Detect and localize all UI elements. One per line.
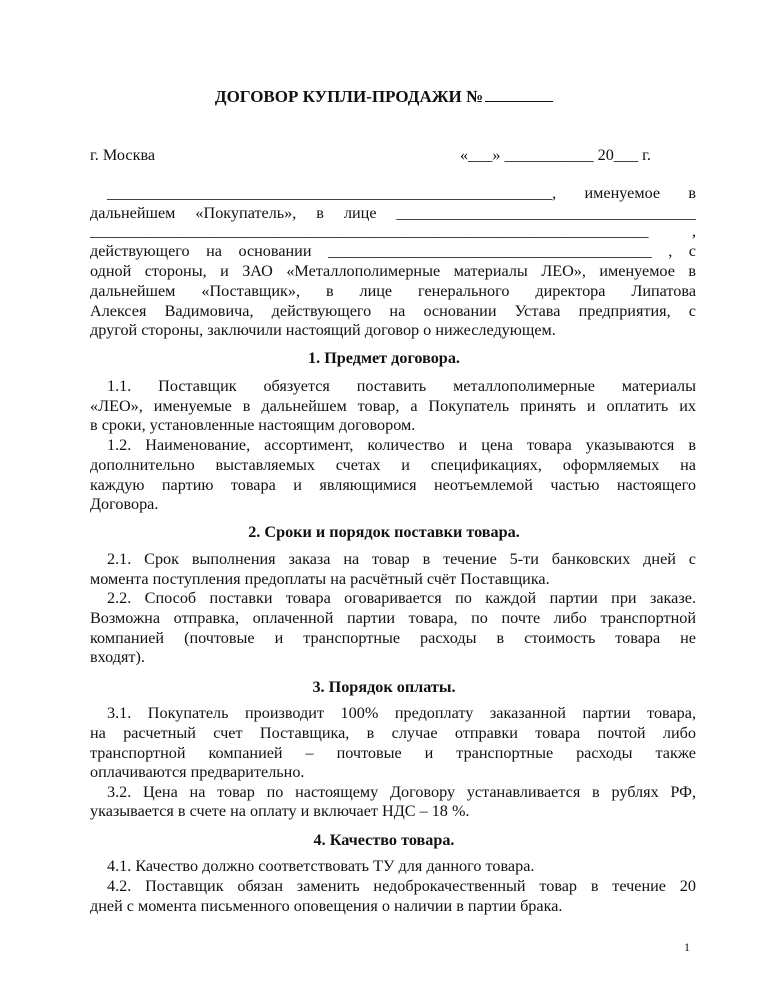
city: г. Москва (90, 146, 156, 164)
paragraph-line: указывается в счете на оплату и включает НДС – 18 %. (90, 802, 470, 820)
page-number: 1 (684, 940, 690, 954)
section-heading: 2. Сроки и порядок поставки товара. (248, 523, 520, 541)
paragraph-line: 3.2. Цена на товар по настоящему Договору устанавливается в рублях РФ, (107, 783, 696, 801)
paragraph-line: 4.1. Качество должно соответствовать ТУ для данного товара. (107, 857, 535, 875)
paragraph-line: 2.2. Способ поставки товара оговаривается по каждой партии при заказе. (107, 589, 696, 607)
preamble-line: действующего на основании ________________________________________ , с (90, 242, 696, 260)
preamble-line: одной стороны, и ЗАО «Металлополимерные материалы ЛЕО», именуемое в (90, 262, 696, 280)
paragraph-line: дней с момента письменного оповещения о наличии в партии брака. (90, 897, 563, 915)
date-line: «___» ___________ 20___ г. (460, 146, 651, 164)
paragraph-line: транспортной компанией – почтовые и транспортные расходы также (90, 744, 696, 762)
preamble-line: другой стороны, заключили настоящий договор о нижеследующем. (90, 321, 556, 339)
paragraph-line: 2.1. Срок выполнения заказа на товар в течение 5-ти банковских дней с (107, 550, 696, 568)
contract-number-blank (485, 86, 553, 102)
preamble-line: _____________________________________________________________________ , (90, 222, 696, 240)
paragraph-line: на расчетный счет Поставщика, в случае отправки товара почтой либо (90, 724, 696, 742)
paragraph-line: в сроки, установленные настоящим договором. (90, 416, 416, 434)
paragraph-line: Возможна отправка, оплаченной партии товара, по почте либо транспортной (90, 609, 696, 627)
paragraph-line: 3.1. Покупатель производит 100% предоплату заказанной партии товара, (107, 704, 696, 722)
section-heading: 4. Качество товара. (313, 831, 455, 849)
paragraph-line: компанией (почтовые и транспортные расходы в стоимость товара не (90, 629, 696, 647)
paragraph-line: дополнительно выставляемых счетах и спецификациях, оформляемых на (90, 456, 696, 474)
paragraph-line: 1.1. Поставщик обязуется поставить металлополимерные материалы (107, 377, 696, 395)
document-title: ДОГОВОР КУПЛИ-ПРОДАЖИ № (0, 86, 768, 107)
preamble-line: дальнейшем «Поставщик», в лице генерального директора Липатова (90, 282, 696, 300)
paragraph-line: момента поступления предоплаты на расчётный счёт Поставщика. (90, 570, 550, 588)
preamble-line: _______________________________________________________, именуемое в (107, 184, 696, 202)
paragraph-line: каждую партию товара и являющимися неотъемлемой частью настоящего (90, 476, 696, 494)
paragraph-line: 1.2. Наименование, ассортимент, количество и цена товара указываются в (107, 436, 696, 454)
preamble-line: Алексея Вадимовича, действующего на основании Устава предприятия, с (90, 302, 696, 320)
paragraph-line: Договора. (90, 495, 159, 513)
paragraph-line: 4.2. Поставщик обязан заменить недоброкачественный товар в течение 20 (107, 877, 696, 895)
paragraph-line: оплачиваются предварительно. (90, 763, 305, 781)
paragraph-line: входят). (90, 648, 145, 666)
preamble-line: дальнейшем «Покупатель», в лице _____________________________________ (90, 204, 696, 222)
section-heading: 1. Предмет договора. (308, 349, 460, 367)
paragraph-line: «ЛЕО», именуемые в дальнейшем товар, а Покупатель принять и оплатить их (90, 397, 696, 415)
section-heading: 3. Порядок оплаты. (312, 678, 456, 696)
